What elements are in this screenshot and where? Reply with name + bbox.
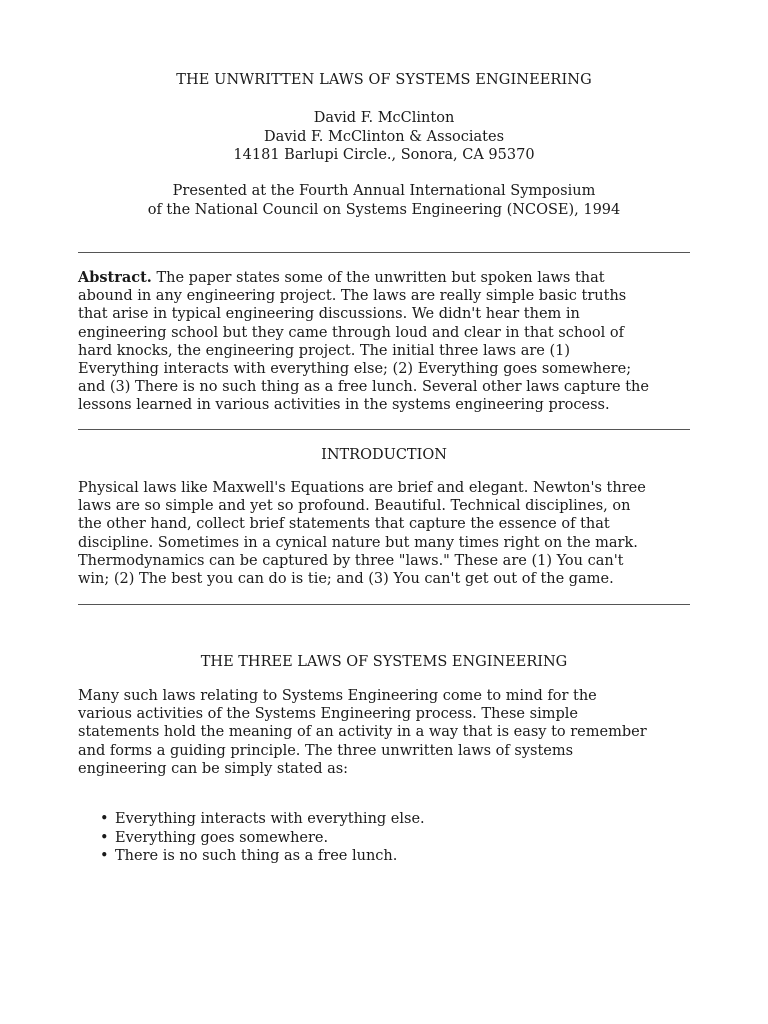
list-item <box>100 810 425 829</box>
author-address: 14181 Barlupi Circle., Sonora, CA 95370 <box>233 147 535 163</box>
divider <box>78 604 690 605</box>
intro-line: win; (2) The best you can do is tie; and (3) You can't get out of the game. <box>78 571 614 588</box>
introduction-paragraph <box>78 479 693 588</box>
bullet-icon: • <box>100 829 109 846</box>
intro-line: Thermodynamics can be captured by three "laws." These are (1) You can't <box>78 552 624 569</box>
abstract-line: that arise in typical engineering discussions. We didn't hear them in <box>78 306 580 323</box>
author-name: David F. McClinton <box>313 110 455 126</box>
list-item-text: Everything goes somewhere. <box>115 829 329 846</box>
intro-line: discipline. Sometimes in a cynical nature but many times right on the mark. <box>78 534 638 551</box>
abstract-text: The paper states some of the unwritten but spoken laws that <box>151 270 605 286</box>
list-item-text: There is no such thing as a free lunch. <box>115 848 398 864</box>
abstract-line: engineering school but they came through loud and clear in that school of <box>78 324 624 341</box>
bullet-icon: • <box>100 848 109 864</box>
abstract-paragraph <box>78 269 693 415</box>
divider <box>78 429 690 430</box>
three-laws-heading: THE THREE LAWS OF SYSTEMS ENGINEERING <box>200 654 568 670</box>
abstract-line: abound in any engineering project. The laws are really simple basic truths <box>78 288 627 305</box>
presented-note <box>0 182 768 219</box>
divider <box>78 252 690 253</box>
three-laws-line: various activities of the Systems Engineering process. These simple <box>78 706 578 723</box>
three-laws-paragraph <box>78 687 693 778</box>
bullet-icon: • <box>100 811 109 827</box>
abstract-line <box>78 269 693 287</box>
abstract-line: and (3) There is no such thing as a free lunch. Several other laws capture the <box>78 379 649 396</box>
three-laws-line: Many such laws relating to Systems Engineering come to mind for the <box>78 688 597 704</box>
abstract-line: Everything interacts with everything else; (2) Everything goes somewhere; <box>78 361 632 378</box>
author-affiliation: David F. McClinton & Associates <box>263 128 505 145</box>
intro-line: Physical laws like Maxwell's Equations are brief and elegant. Newton's three <box>78 480 646 496</box>
three-laws-line: statements hold the meaning of an activity in a way that is easy to remember <box>78 724 647 741</box>
abstract-line: lessons learned in various activities in the systems engineering process. <box>78 397 610 414</box>
introduction-heading: INTRODUCTION <box>321 447 447 463</box>
intro-line: laws are so simple and yet so profound. Beautiful. Technical disciplines, on <box>78 498 631 515</box>
paper-title: THE UNWRITTEN LAWS OF SYSTEMS ENGINEERING <box>176 72 592 88</box>
abstract-line: hard knocks, the engineering project. The initial three laws are (1) <box>78 342 570 359</box>
list-item-text: Everything interacts with everything else. <box>115 811 425 827</box>
intro-line: the other hand, collect brief statements that capture the essence of that <box>78 516 610 533</box>
three-laws-line: engineering can be simply stated as: <box>78 760 349 777</box>
presented-line: Presented at the Fourth Annual International Symposium <box>172 183 596 199</box>
author-block <box>0 109 768 165</box>
list-item <box>100 829 425 848</box>
abstract-label: Abstract. <box>78 269 152 286</box>
laws-list <box>100 810 425 866</box>
presented-line: of the National Council on Systems Engineering (NCOSE), 1994 <box>147 201 621 218</box>
list-item <box>100 847 425 866</box>
three-laws-line: and forms a guiding principle. The three unwritten laws of systems <box>78 742 574 759</box>
